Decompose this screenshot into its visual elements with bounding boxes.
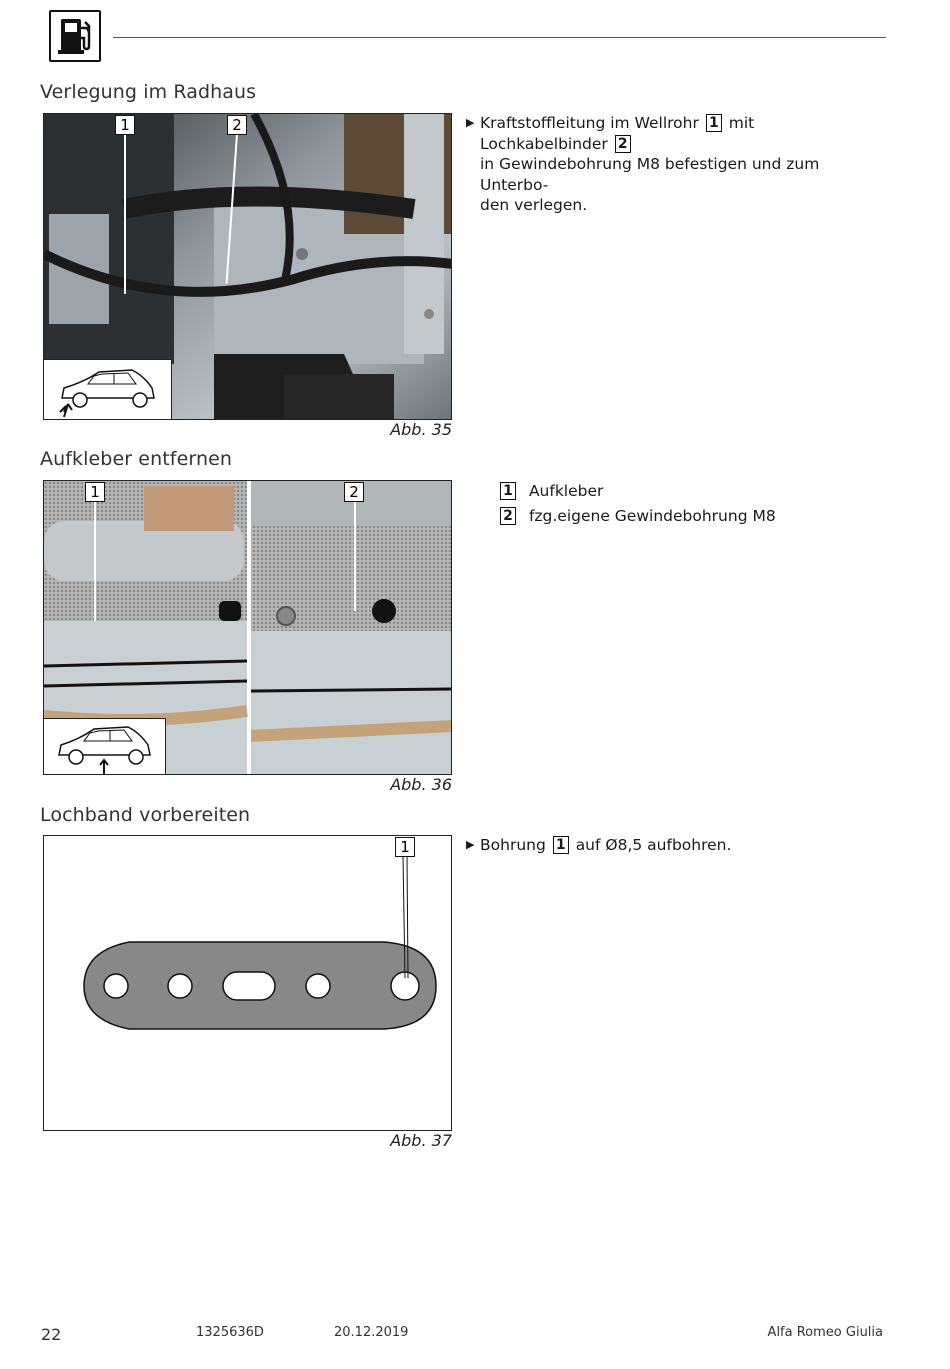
section-title-1: Verlegung im Radhaus bbox=[40, 81, 257, 103]
fuel-pump-icon bbox=[49, 10, 101, 62]
marker-1: 1 bbox=[115, 115, 135, 135]
section-title-2: Aufkleber entfernen bbox=[40, 448, 233, 470]
caption-37: Abb. 37 bbox=[390, 1131, 452, 1150]
caption-36: Abb. 36 bbox=[390, 775, 452, 794]
photo-sticker bbox=[43, 480, 452, 775]
legend-item-1: 1 Aufkleber bbox=[500, 482, 603, 500]
car-orientation-inset bbox=[44, 718, 166, 775]
legend-item-2: 2 fzg.eigene Gewindebohrung M8 bbox=[500, 507, 776, 525]
instruction-3: ▶ Bohrung 1 auf Ø8,5 aufbohren. bbox=[466, 836, 732, 854]
header-rule bbox=[113, 37, 886, 38]
photo-wheel-housing bbox=[43, 113, 452, 420]
ref-box-1: 1 bbox=[553, 836, 569, 854]
page-number: 22 bbox=[41, 1325, 62, 1344]
doc-number: 1325636D bbox=[196, 1325, 264, 1340]
caption-35: Abb. 35 bbox=[390, 420, 452, 439]
instruction-1: ▶ Kraftstoffleitung im Wellrohr 1 mit Lochkabelbinder 2 in Gewindebohrung M8 befestigen und zum Unterbo- den verlegen. bbox=[466, 114, 820, 214]
ref-box-1: 1 bbox=[706, 114, 722, 132]
doc-date: 20.12.2019 bbox=[334, 1325, 409, 1340]
car-orientation-inset bbox=[44, 359, 172, 420]
marker-1: 1 bbox=[395, 837, 415, 857]
section-title-3: Lochband vorbereiten bbox=[40, 804, 251, 826]
marker-2: 2 bbox=[344, 482, 364, 502]
vehicle-name: Alfa Romeo Giulia bbox=[767, 1325, 883, 1340]
bullet-arrow-icon: ▶ bbox=[466, 116, 475, 129]
marker-1: 1 bbox=[85, 482, 105, 502]
marker-2: 2 bbox=[227, 115, 247, 135]
bullet-arrow-icon: ▶ bbox=[466, 838, 475, 851]
diagram-perforated-strap bbox=[43, 835, 452, 1131]
ref-box-2: 2 bbox=[615, 135, 631, 153]
